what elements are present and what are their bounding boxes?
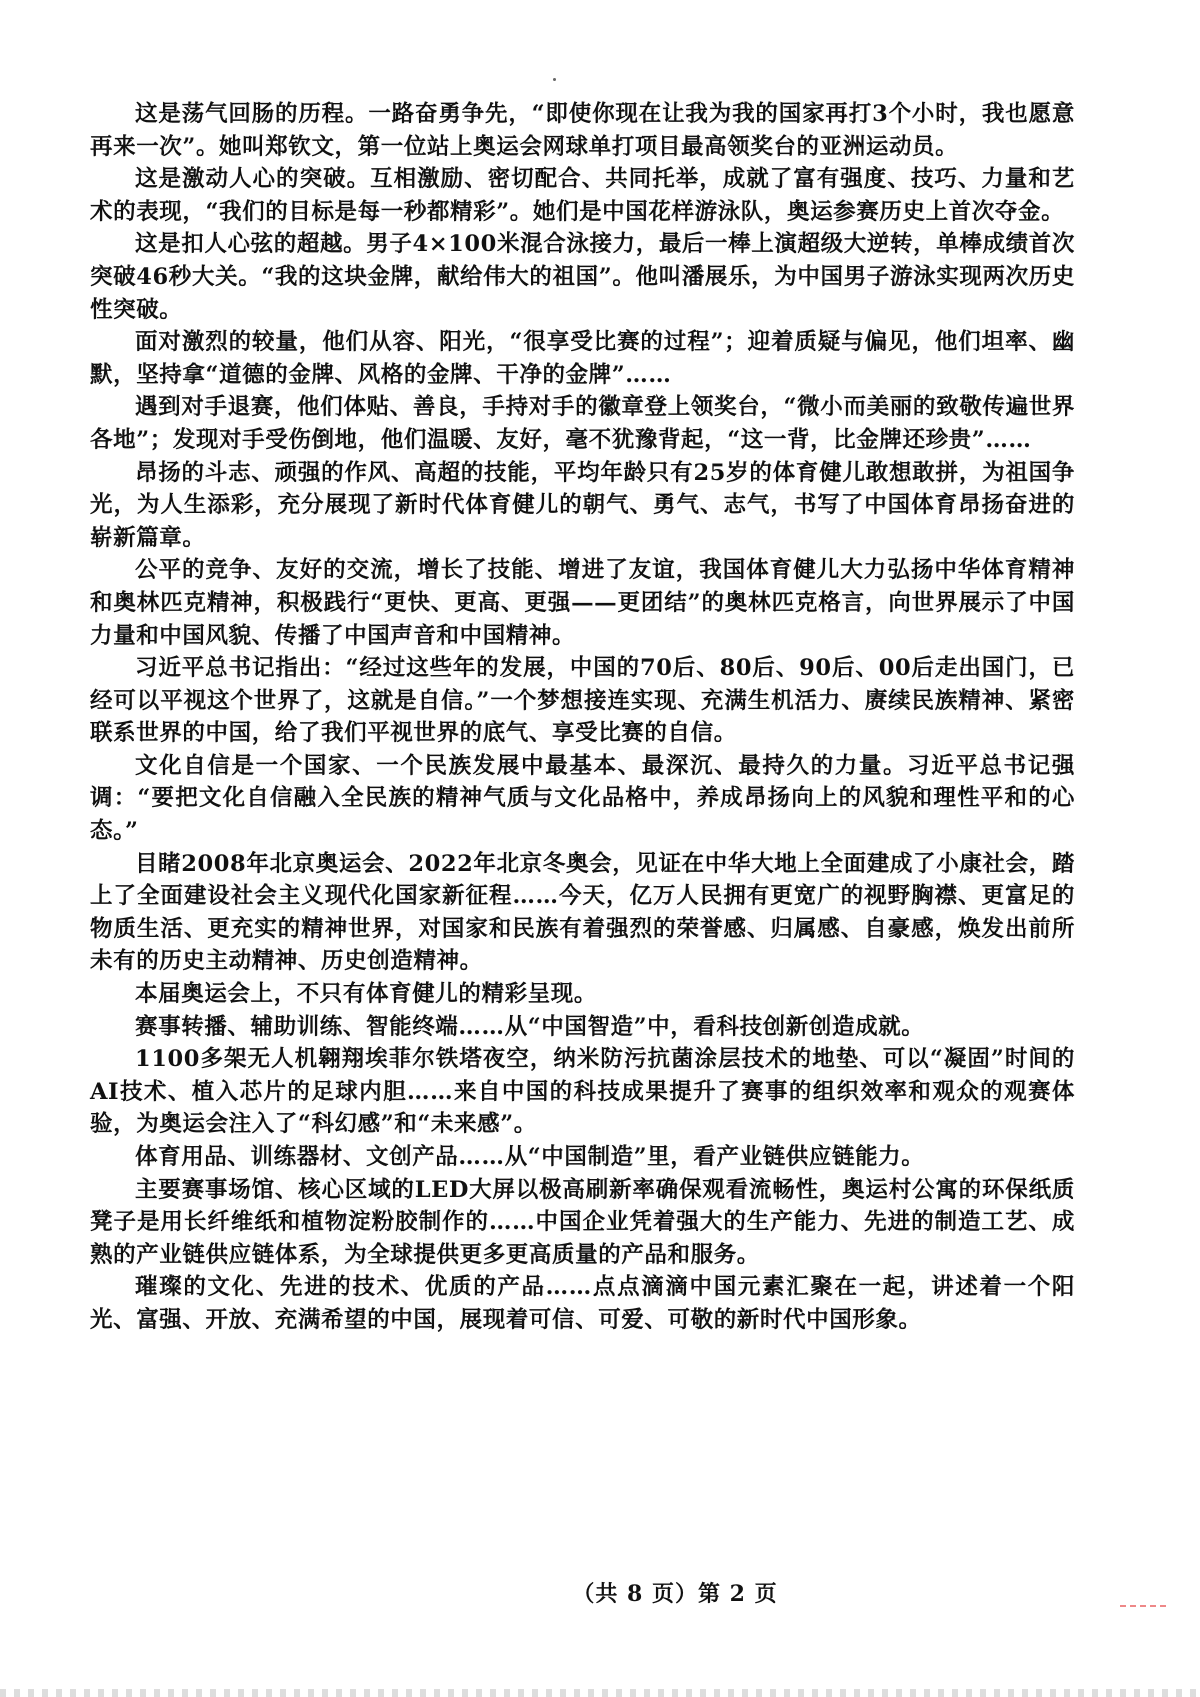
paragraph: 面对激烈的较量，他们从容、阳光，“很享受比赛的过程”；迎着质疑与偏见，他们坦率、幽默，坚持拿“道德的金牌、风格的金牌、干净的金牌”…… [90,329,1075,388]
paragraph: 这是荡气回肠的历程。一路奋勇争先，“即使你现在让我为我的国家再打3个小时，我也愿意再来一次”。她叫郑钦文，第一位站上奥运会网球单打项目最高领奖台的亚洲运动员。 [90,101,1075,160]
paragraph: 体育用品、训练器材、文创产品……从“中国制造”里，看产业链供应链能力。 [135,1144,925,1170]
paragraph: 目睹2008年北京奥运会、2022年北京冬奥会，见证在中华大地上全面建成了小康社会，踏上了全面建设社会主义现代化国家新征程……今天，亿万人民拥有更宽广的视野胸襟、更富足的物质生活、更充实的精神世界，对国家和民族有着强烈的荣誉感、归属感、自豪感，焕发出前所未有的历史主动精神、历史创造精神。 [90,850,1075,975]
paragraph: 昂扬的斗志、顽强的作风、高超的技能，平均年龄只有25岁的体育健儿敢想敢拼，为祖国争光，为人生添彩，充分展现了新时代体育健儿的朝气、勇气、志气，书写了中国体育昂扬奋进的崭新篇章。 [90,459,1075,551]
paragraph: 习近平总书记指出：“经过这些年的发展，中国的70后、80后、90后、00后走出国门，已经可以平视这个世界了，这就是自信。”一个梦想接连实现、充满生机活力、赓续民族精神、紧密联系世界的中国，给了我们平视世界的底气、享受比赛的自信。 [90,655,1075,747]
paragraph: 遇到对手退赛，他们体贴、善良，手持对手的徽章登上领奖台，“微小而美丽的致敬传遍世界各地”；发现对手受伤倒地，他们温暖、友好，毫不犹豫背起，“这一背，比金牌还珍贵”…… [90,394,1075,453]
paragraph: 璀璨的文化、先进的技术、优质的产品……点点滴滴中国元素汇聚在一起，讲述着一个阳光、富强、开放、充满希望的中国，展现着可信、可爱、可敬的新时代中国形象。 [90,1274,1075,1333]
article-body [90,98,1075,1337]
paragraph: 赛事转播、辅助训练、智能终端……从“中国智造”中，看科技创新创造成就。 [135,1013,925,1040]
scan-artifact-dash [1120,1605,1170,1607]
paragraph: 文化自信是一个国家、一个民族发展中最基本、最深沉、最持久的力量。习近平总书记强调：“要把文化自信融入全民族的精神气质与文化品格中，养成昂扬向上的风貌和理性平和的心态。” [90,752,1075,845]
paragraph: 1100多架无人机翱翔埃菲尔铁塔夜空，纳米防污抗菌涂层技术的地垫、可以“凝固”时间的AI技术、植入芯片的足球内胆……来自中国的科技成果提升了赛事的组织效率和观众的观赛体验，为奥运会注入了“科幻感”和“未来感”。 [90,1046,1075,1138]
paragraph: 这是扣人心弦的超越。男子4×100米混合泳接力，最后一棒上演超级大逆转，单棒成绩首次突破46秒大关。“我的这块金牌，献给伟大的祖国”。他叫潘展乐，为中国男子游泳实现两次历史性突破。 [90,231,1075,323]
paragraph: 本届奥运会上，不只有体育健儿的精彩呈现。 [135,981,598,1008]
paragraph: 这是激动人心的突破。互相激励、密切配合、共同托举，成就了富有强度、技巧、力量和艺术的表现，“我们的目标是每一秒都精彩”。她们是中国花样游泳队，奥运参赛历史上首次夺金。 [90,166,1075,225]
scan-dot-mark [553,78,556,81]
paragraph: 主要赛事场馆、核心区域的LED大屏以极高刷新率确保观看流畅性，奥运村公寓的环保纸质凳子是用长纤维纸和植物淀粉胶制作的……中国企业凭着强大的生产能力、先进的制造工艺、成熟的产业链供应链体系，为全球提供更多更高质量的产品和服务。 [90,1176,1075,1268]
paragraph: 公平的竞争、友好的交流，增长了技能、增进了友谊，我国体育健儿大力弘扬中华体育精神和奥林匹克精神，积极践行“更快、更高、更强——更团结”的奥林匹克格言，向世界展示了中国力量和中国风貌、传播了中国声音和中国精神。 [90,557,1075,649]
page-number-footer: （共 8 页）第 2 页 [572,1581,778,1607]
scan-bottom-edge [0,1689,1200,1697]
